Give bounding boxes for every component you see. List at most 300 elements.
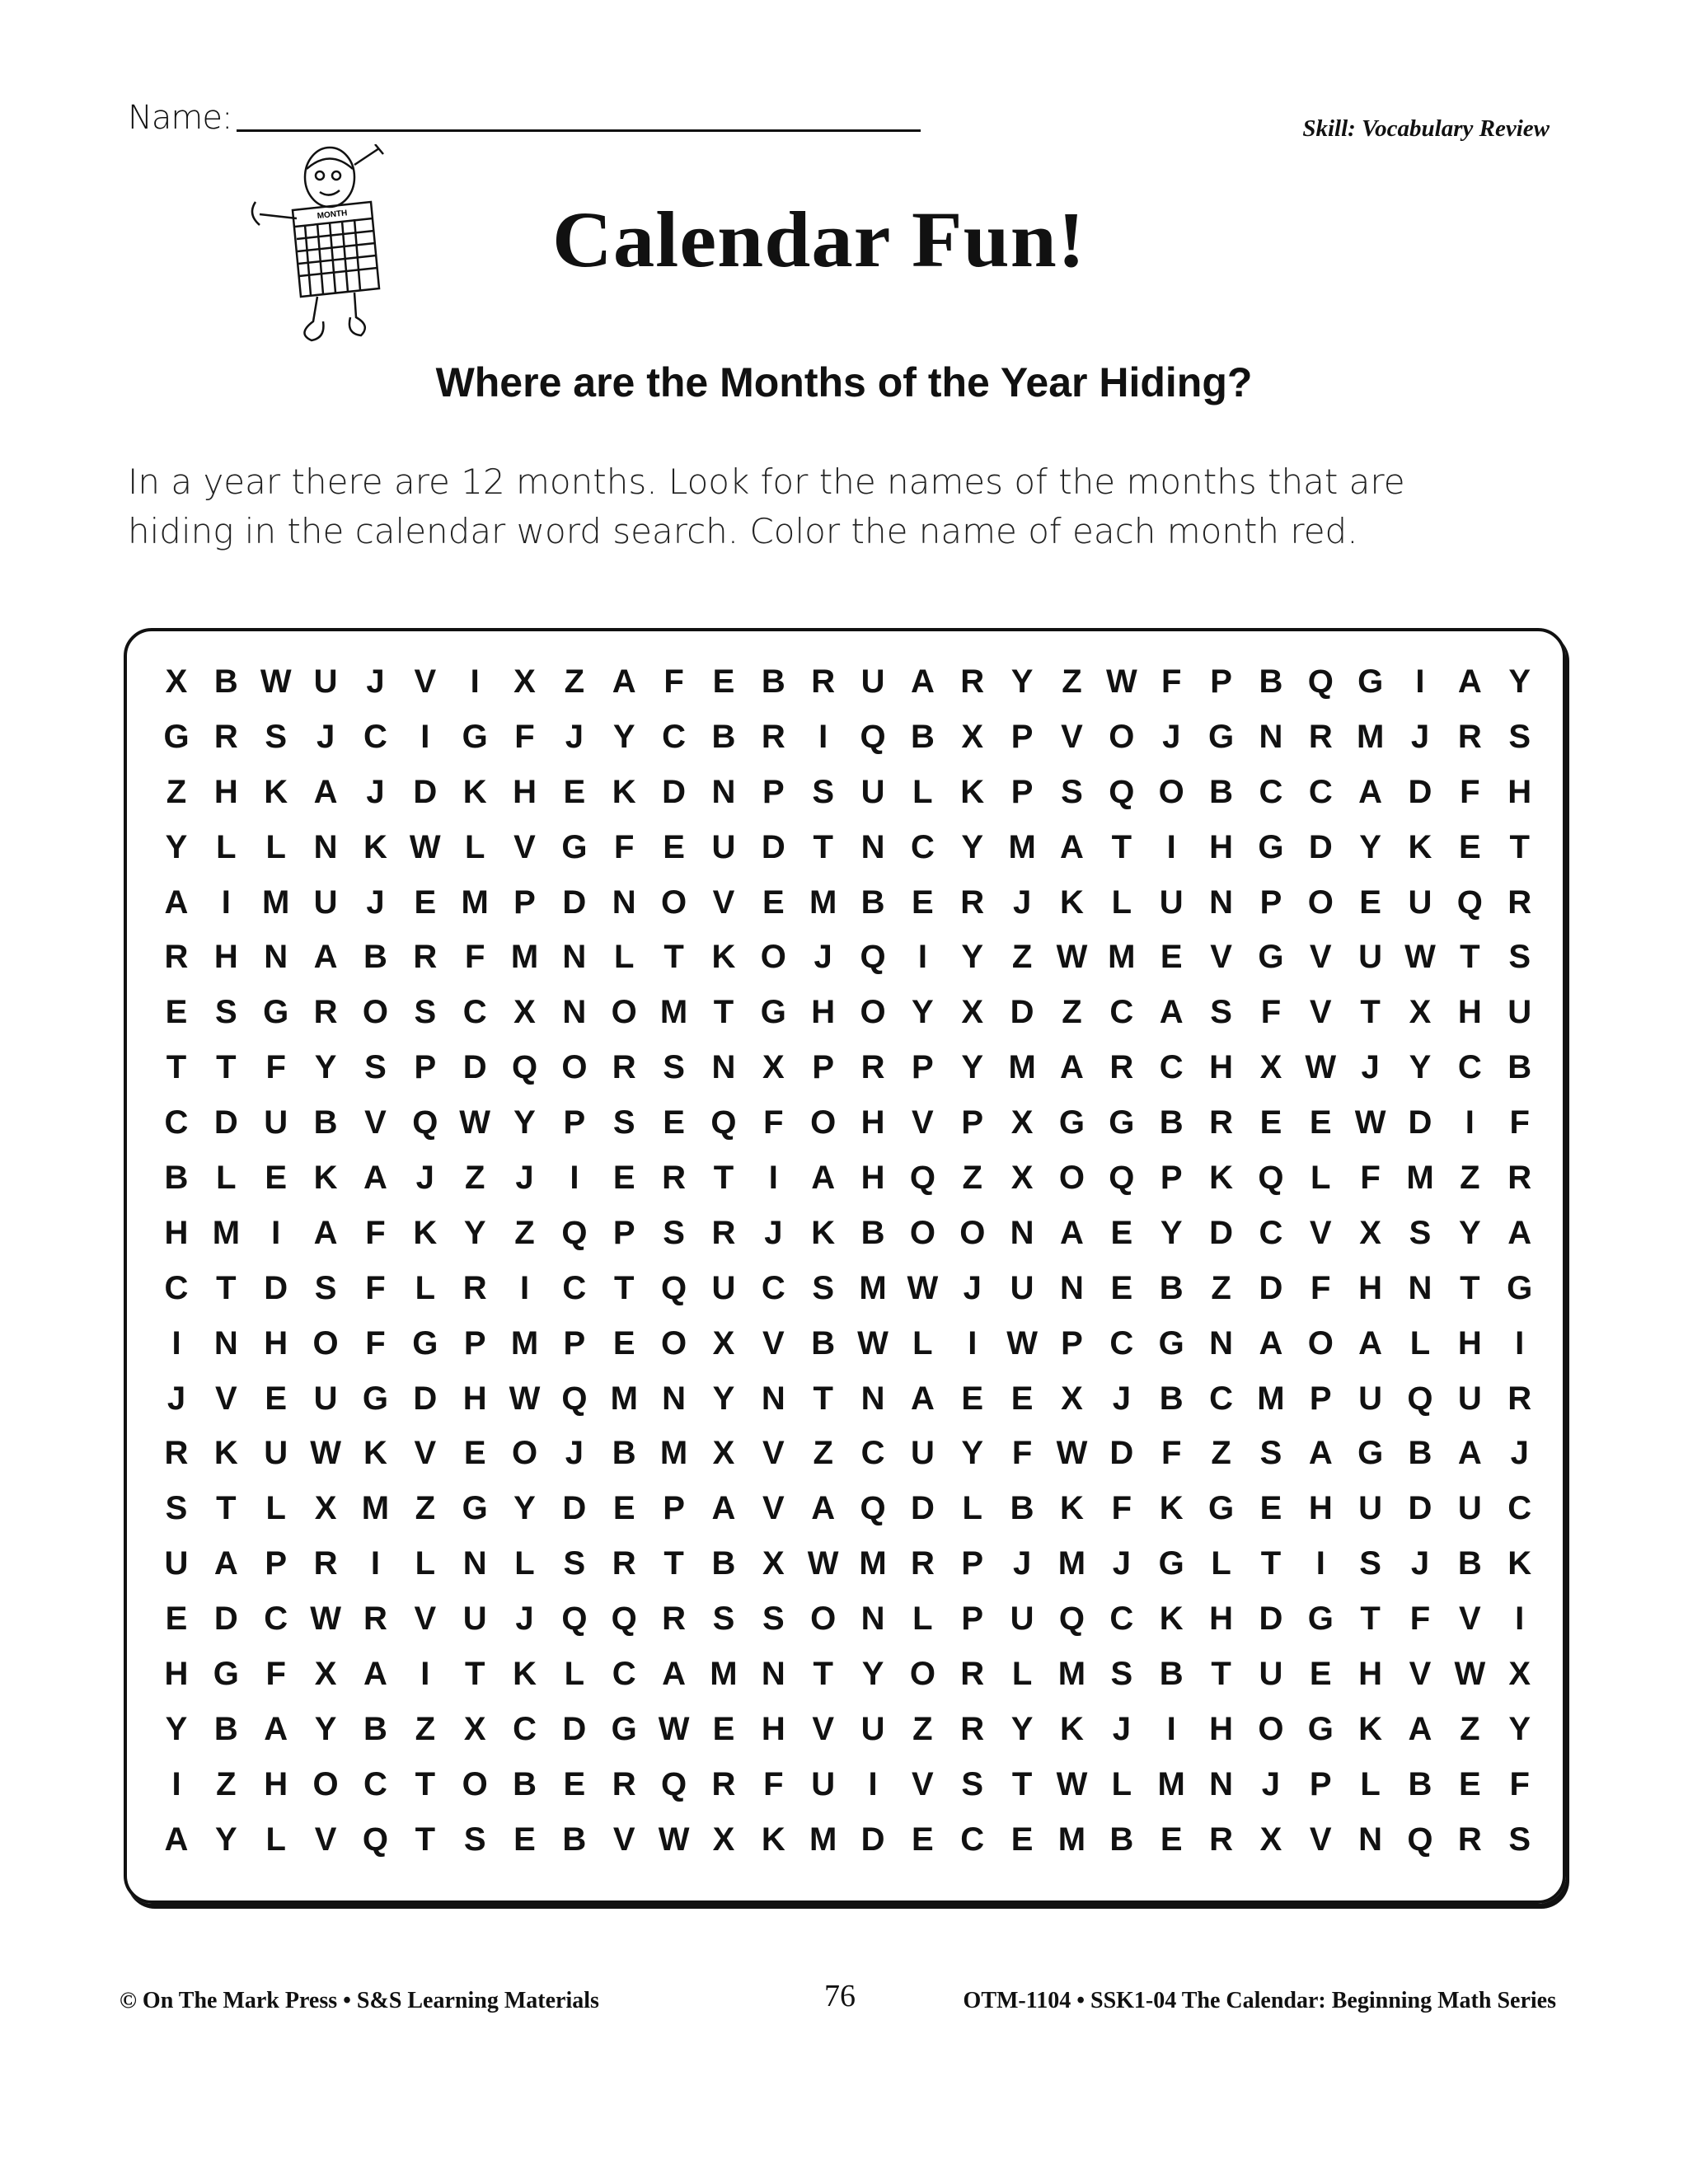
grid-letter[interactable]: F [365,1269,386,1306]
grid-letter[interactable]: L [1111,1765,1132,1802]
grid-letter[interactable]: L [464,828,485,865]
grid-letter[interactable]: M [1008,828,1036,865]
grid-letter[interactable]: T [1111,828,1132,865]
grid-letter[interactable]: G [362,1380,388,1417]
grid-letter[interactable]: K [960,773,985,810]
grid-letter[interactable]: L [216,1159,237,1196]
grid-letter[interactable]: P [1309,1380,1332,1417]
grid-letter[interactable]: P [1061,1324,1083,1361]
grid-letter[interactable]: U [264,1435,288,1472]
grid-letter[interactable]: G [1507,1269,1533,1306]
grid-letter[interactable]: B [513,1765,537,1802]
grid-letter[interactable]: B [910,718,935,755]
grid-letter[interactable]: S [1259,1435,1282,1472]
grid-letter[interactable]: G [462,718,488,755]
grid-letter[interactable]: A [1060,1049,1084,1086]
grid-letter[interactable]: H [1358,1655,1383,1692]
grid-letter[interactable]: O [860,994,886,1031]
grid-letter[interactable]: U [1457,1380,1482,1417]
grid-letter[interactable]: B [711,1545,736,1582]
grid-letter[interactable]: G [1258,939,1284,976]
grid-letter[interactable]: F [1460,773,1480,810]
grid-letter[interactable]: I [868,1765,878,1802]
grid-letter[interactable]: Q [511,1049,538,1086]
grid-letter[interactable]: X [513,663,536,700]
grid-letter[interactable]: Z [1011,939,1033,976]
grid-letter[interactable]: Z [415,1490,436,1527]
grid-letter[interactable]: Z [1211,1269,1231,1306]
grid-letter[interactable]: W [1056,1435,1088,1472]
grid-letter[interactable]: C [910,828,935,865]
grid-letter[interactable]: O [611,994,637,1031]
grid-letter[interactable]: Q [362,1821,388,1858]
grid-letter[interactable]: K [1060,1490,1084,1527]
grid-letter[interactable]: U [1507,994,1532,1031]
grid-letter[interactable]: Y [1508,663,1531,700]
grid-letter[interactable]: B [860,883,885,921]
grid-letter[interactable]: R [363,1601,387,1638]
grid-letter[interactable]: M [710,1655,738,1692]
grid-letter[interactable]: E [1309,1104,1332,1141]
grid-letter[interactable]: E [1110,1269,1133,1306]
grid-letter[interactable]: G [760,994,786,1031]
grid-letter[interactable]: N [1358,1821,1383,1858]
grid-letter[interactable]: D [1408,1104,1432,1141]
grid-letter[interactable]: A [811,1490,836,1527]
grid-letter[interactable]: K [363,828,387,865]
grid-letter[interactable]: E [912,883,934,921]
grid-letter[interactable]: W [310,1601,341,1638]
grid-letter[interactable]: U [1159,883,1184,921]
grid-letter[interactable]: E [265,1380,288,1417]
grid-letter[interactable]: N [1408,1269,1432,1306]
grid-letter[interactable]: C [761,1269,785,1306]
grid-letter[interactable]: H [164,1214,189,1251]
grid-letter[interactable]: A [910,663,935,700]
grid-letter[interactable]: P [513,883,536,921]
grid-letter[interactable]: T [1360,994,1381,1031]
grid-letter[interactable]: M [809,883,837,921]
grid-letter[interactable]: M [1257,1380,1285,1417]
grid-letter[interactable]: K [1159,1490,1184,1527]
grid-letter[interactable]: Q [561,1380,588,1417]
grid-letter[interactable]: Q [1456,883,1483,921]
grid-letter[interactable]: J [515,1159,534,1196]
grid-letter[interactable]: V [1309,939,1332,976]
grid-letter[interactable]: N [860,1380,885,1417]
grid-letter[interactable]: M [1008,1049,1036,1086]
grid-letter[interactable]: S [215,994,237,1031]
grid-letter[interactable]: R [1308,718,1333,755]
grid-letter[interactable]: Y [961,828,984,865]
grid-letter[interactable]: C [164,1269,189,1306]
grid-letter[interactable]: C [1109,994,1134,1031]
grid-letter[interactable]: F [265,1655,286,1692]
grid-letter[interactable]: R [164,1435,189,1472]
grid-letter[interactable]: V [414,1435,437,1472]
grid-letter[interactable]: N [711,773,736,810]
grid-letter[interactable]: U [1408,883,1432,921]
grid-letter[interactable]: V [812,1710,835,1747]
grid-letter[interactable]: H [860,1159,885,1196]
grid-letter[interactable]: I [570,1159,579,1196]
grid-letter[interactable]: T [1460,1269,1480,1306]
grid-letter[interactable]: Y [215,1821,237,1858]
grid-letter[interactable]: E [1010,1821,1034,1858]
grid-letter[interactable]: A [363,1655,387,1692]
grid-letter[interactable]: S [812,1269,835,1306]
grid-letter[interactable]: E [712,1710,735,1747]
grid-letter[interactable]: I [370,1545,380,1582]
grid-letter[interactable]: U [313,883,338,921]
grid-letter[interactable]: B [1408,1765,1432,1802]
grid-letter[interactable]: C [363,718,387,755]
grid-letter[interactable]: T [713,994,734,1031]
grid-letter[interactable]: C [164,1104,189,1141]
grid-letter[interactable]: L [1360,1765,1381,1802]
grid-letter[interactable]: E [912,1821,934,1858]
grid-letter[interactable]: P [812,1049,835,1086]
grid-letter[interactable]: I [420,718,430,755]
grid-letter[interactable]: D [1308,828,1333,865]
grid-letter[interactable]: V [414,663,437,700]
grid-letter[interactable]: X [463,1710,486,1747]
grid-letter[interactable]: I [917,939,927,976]
grid-letter[interactable]: V [215,1380,237,1417]
grid-letter[interactable]: E [762,883,785,921]
grid-letter[interactable]: V [762,1435,785,1472]
grid-letter[interactable]: L [614,939,635,976]
grid-letter[interactable]: P [414,1049,437,1086]
grid-letter[interactable]: J [1410,1545,1430,1582]
grid-letter[interactable]: B [1159,1655,1184,1692]
grid-letter[interactable]: X [762,1049,785,1086]
grid-letter[interactable]: Q [860,718,886,755]
grid-letter[interactable]: L [1409,1324,1431,1361]
grid-letter[interactable]: T [464,1655,485,1692]
grid-letter[interactable]: R [313,994,338,1031]
grid-letter[interactable]: G [412,1324,438,1361]
grid-letter[interactable]: F [1260,994,1282,1031]
grid-letter[interactable]: F [1509,1104,1530,1141]
grid-letter[interactable]: Y [314,1049,337,1086]
grid-letter[interactable]: L [1011,1655,1033,1692]
grid-letter[interactable]: Q [1407,1380,1433,1417]
grid-letter[interactable]: H [1457,1324,1482,1361]
grid-letter[interactable]: P [1010,718,1034,755]
grid-letter[interactable]: X [712,1821,735,1858]
grid-letter[interactable]: N [761,1380,785,1417]
grid-letter[interactable]: X [513,994,536,1031]
grid-letter[interactable]: A [313,773,338,810]
grid-letter[interactable]: Z [564,663,585,700]
grid-letter[interactable]: S [1061,773,1083,810]
grid-letter[interactable]: R [1109,1049,1134,1086]
grid-letter[interactable]: N [1060,1269,1084,1306]
grid-letter[interactable]: Q [909,1159,935,1196]
grid-letter[interactable]: V [1309,994,1332,1031]
grid-letter[interactable]: E [414,883,437,921]
grid-letter[interactable]: L [564,1655,585,1692]
grid-letter[interactable]: D [1109,1435,1134,1472]
grid-letter[interactable]: H [1209,828,1233,865]
grid-letter[interactable]: Y [961,1435,984,1472]
grid-letter[interactable]: E [1309,1655,1332,1692]
grid-letter[interactable]: Y [612,718,635,755]
grid-letter[interactable]: P [265,1545,288,1582]
grid-letter[interactable]: X [1259,1821,1282,1858]
grid-letter[interactable]: N [612,883,636,921]
grid-letter[interactable]: W [857,1324,889,1361]
grid-letter[interactable]: A [910,1380,935,1417]
grid-letter[interactable]: Q [661,1765,687,1802]
grid-letter[interactable]: O [462,1765,488,1802]
grid-letter[interactable]: C [1308,773,1333,810]
grid-letter[interactable]: J [316,718,335,755]
grid-letter[interactable]: M [1356,718,1385,755]
grid-letter[interactable]: B [1209,773,1233,810]
grid-letter[interactable]: F [763,1104,784,1141]
grid-letter[interactable]: N [264,939,288,976]
grid-letter[interactable]: H [1358,1269,1383,1306]
grid-letter[interactable]: Z [216,1765,237,1802]
grid-letter[interactable]: Q [1407,1821,1433,1858]
grid-letter[interactable]: I [1415,663,1425,700]
grid-letter[interactable]: W [459,1104,491,1141]
grid-letter[interactable]: U [1010,1601,1034,1638]
grid-letter[interactable]: N [711,1049,736,1086]
grid-letter[interactable]: L [912,1601,933,1638]
grid-letter[interactable]: Q [1307,663,1334,700]
grid-letter[interactable]: U [1358,1490,1383,1527]
grid-letter[interactable]: H [1209,1601,1233,1638]
grid-letter[interactable]: V [912,1765,934,1802]
grid-letter[interactable]: S [463,1821,486,1858]
grid-letter[interactable]: K [313,1159,338,1196]
grid-letter[interactable]: J [565,1435,584,1472]
grid-letter[interactable]: L [265,828,286,865]
grid-letter[interactable]: R [1507,1159,1532,1196]
grid-letter[interactable]: U [860,773,885,810]
grid-letter[interactable]: S [165,1490,188,1527]
grid-letter[interactable]: B [1159,1380,1184,1417]
grid-letter[interactable]: P [1309,1765,1332,1802]
grid-letter[interactable]: N [662,1380,687,1417]
grid-letter[interactable]: B [1159,1104,1184,1141]
grid-letter[interactable]: G [213,1655,239,1692]
grid-letter[interactable]: U [860,1710,885,1747]
grid-letter[interactable]: J [764,1214,783,1251]
grid-letter[interactable]: Q [412,1104,438,1141]
grid-letter[interactable]: T [713,1159,734,1196]
grid-letter[interactable]: Y [1010,663,1034,700]
grid-letter[interactable]: R [462,1269,487,1306]
grid-letter[interactable]: V [364,1104,387,1141]
grid-letter[interactable]: N [761,1655,785,1692]
grid-letter[interactable]: P [1010,773,1034,810]
grid-letter[interactable]: R [1507,883,1532,921]
grid-letter[interactable]: V [1309,1821,1332,1858]
grid-letter[interactable]: V [1210,939,1232,976]
grid-letter[interactable]: L [912,1324,933,1361]
grid-letter[interactable]: Y [912,994,934,1031]
grid-letter[interactable]: E [563,773,586,810]
grid-letter[interactable]: S [812,773,835,810]
grid-letter[interactable]: Y [712,1380,735,1417]
grid-letter[interactable]: B [711,718,736,755]
grid-letter[interactable]: T [1360,1601,1381,1638]
grid-letter[interactable]: O [362,994,388,1031]
grid-letter[interactable]: V [414,1601,437,1638]
grid-letter[interactable]: Z [415,1710,436,1747]
grid-letter[interactable]: V [912,1104,934,1141]
grid-letter[interactable]: K [1507,1545,1532,1582]
grid-letter[interactable]: M [1057,1821,1086,1858]
grid-letter[interactable]: A [164,1821,189,1858]
grid-letter[interactable]: U [811,1765,836,1802]
grid-letter[interactable]: B [1457,1545,1482,1582]
grid-letter[interactable]: G [1158,1545,1184,1582]
grid-letter[interactable]: T [1011,1765,1033,1802]
grid-letter[interactable]: U [1358,1380,1383,1417]
grid-letter[interactable]: B [612,1435,636,1472]
grid-letter[interactable]: I [1315,1545,1325,1582]
grid-letter[interactable]: E [563,1765,586,1802]
grid-letter[interactable]: Y [513,1490,536,1527]
grid-letter[interactable]: R [413,939,438,976]
grid-letter[interactable]: J [814,939,832,976]
grid-letter[interactable]: Q [1058,1601,1085,1638]
grid-letter[interactable]: A [612,663,636,700]
grid-letter[interactable]: N [313,828,338,865]
grid-letter[interactable]: Z [1062,663,1082,700]
grid-letter[interactable]: N [1209,883,1233,921]
grid-letter[interactable]: Q [561,1214,588,1251]
grid-letter[interactable]: B [811,1324,836,1361]
grid-letter[interactable]: F [663,663,684,700]
grid-letter[interactable]: K [413,1214,438,1251]
grid-letter[interactable]: W [1454,1655,1486,1692]
grid-letter[interactable]: J [515,1601,534,1638]
grid-letter[interactable]: E [165,1601,188,1638]
grid-letter[interactable]: M [859,1545,887,1582]
grid-letter[interactable]: W [807,1545,839,1582]
grid-letter[interactable]: S [563,1545,586,1582]
grid-letter[interactable]: V [513,828,536,865]
grid-letter[interactable]: G [561,828,588,865]
grid-letter[interactable]: R [960,1710,985,1747]
grid-letter[interactable]: T [216,1490,237,1527]
grid-letter[interactable]: B [313,1104,338,1141]
grid-letter[interactable]: M [1157,1765,1185,1802]
grid-letter[interactable]: C [462,994,487,1031]
grid-letter[interactable]: P [1210,663,1232,700]
grid-letter[interactable]: D [860,1821,885,1858]
grid-letter[interactable]: V [712,883,735,921]
grid-letter[interactable]: A [363,1159,387,1196]
grid-letter[interactable]: W [1056,939,1088,976]
grid-letter[interactable]: L [265,1490,286,1527]
grid-letter[interactable]: S [265,718,288,755]
grid-letter[interactable]: C [264,1601,288,1638]
grid-letter[interactable]: Z [813,1435,833,1472]
grid-letter[interactable]: H [513,773,537,810]
grid-letter[interactable]: L [415,1545,436,1582]
grid-letter[interactable]: V [1409,1655,1432,1692]
grid-letter[interactable]: D [910,1490,935,1527]
grid-letter[interactable]: M [610,1380,638,1417]
grid-letter[interactable]: R [213,718,238,755]
grid-letter[interactable]: M [461,883,489,921]
grid-letter[interactable]: U [313,1380,338,1417]
grid-letter[interactable]: X [1409,994,1432,1031]
grid-letter[interactable]: B [1109,1821,1134,1858]
grid-letter[interactable]: S [961,1765,984,1802]
grid-letter[interactable]: W [310,1435,341,1472]
grid-letter[interactable]: T [813,1380,833,1417]
grid-letter[interactable]: G [163,718,190,755]
grid-letter[interactable]: J [1361,1049,1380,1086]
grid-letter[interactable]: L [1111,883,1132,921]
grid-letter[interactable]: T [1460,939,1480,976]
grid-letter[interactable]: S [1508,718,1531,755]
grid-letter[interactable]: Y [314,1710,337,1747]
grid-letter[interactable]: T [663,1545,684,1582]
grid-letter[interactable]: F [464,939,485,976]
grid-letter[interactable]: C [1109,1601,1134,1638]
grid-letter[interactable]: U [264,1104,288,1141]
grid-letter[interactable]: O [810,1601,837,1638]
grid-letter[interactable]: E [612,1324,635,1361]
grid-letter[interactable]: B [363,939,387,976]
grid-letter[interactable]: A [1408,1710,1432,1747]
grid-letter[interactable]: U [711,828,736,865]
grid-letter[interactable]: X [1010,1104,1034,1141]
grid-letter[interactable]: Z [166,773,187,810]
grid-letter[interactable]: K [513,1655,537,1692]
grid-letter[interactable]: Z [1062,994,1082,1031]
grid-letter[interactable]: O [511,1435,538,1472]
grid-letter[interactable]: E [1160,1821,1183,1858]
grid-letter[interactable]: S [712,1601,735,1638]
grid-letter[interactable]: X [165,663,188,700]
grid-letter[interactable]: T [1260,1545,1282,1582]
grid-letter[interactable]: M [510,1324,539,1361]
grid-letter[interactable]: R [612,1049,636,1086]
grid-letter[interactable]: I [1515,1324,1525,1361]
grid-letter[interactable]: D [562,1490,587,1527]
grid-letter[interactable]: E [463,1435,486,1472]
grid-letter[interactable]: J [1410,718,1430,755]
grid-letter[interactable]: G [1357,663,1384,700]
grid-letter[interactable]: B [1259,663,1283,700]
grid-letter[interactable]: N [562,939,587,976]
grid-letter[interactable]: A [1457,1435,1482,1472]
grid-letter[interactable]: Y [861,1655,884,1692]
grid-letter[interactable]: M [1057,1545,1086,1582]
grid-letter[interactable]: P [1259,883,1282,921]
grid-letter[interactable]: A [1358,773,1383,810]
grid-letter[interactable]: L [962,1490,982,1527]
grid-letter[interactable]: A [1308,1435,1333,1472]
grid-letter[interactable]: K [1408,828,1432,865]
grid-letter[interactable]: E [663,828,685,865]
grid-letter[interactable]: E [1359,883,1381,921]
grid-letter[interactable]: E [513,1821,536,1858]
grid-letter[interactable]: D [264,1269,288,1306]
grid-letter[interactable]: X [712,1324,735,1361]
grid-letter[interactable]: H [462,1380,487,1417]
